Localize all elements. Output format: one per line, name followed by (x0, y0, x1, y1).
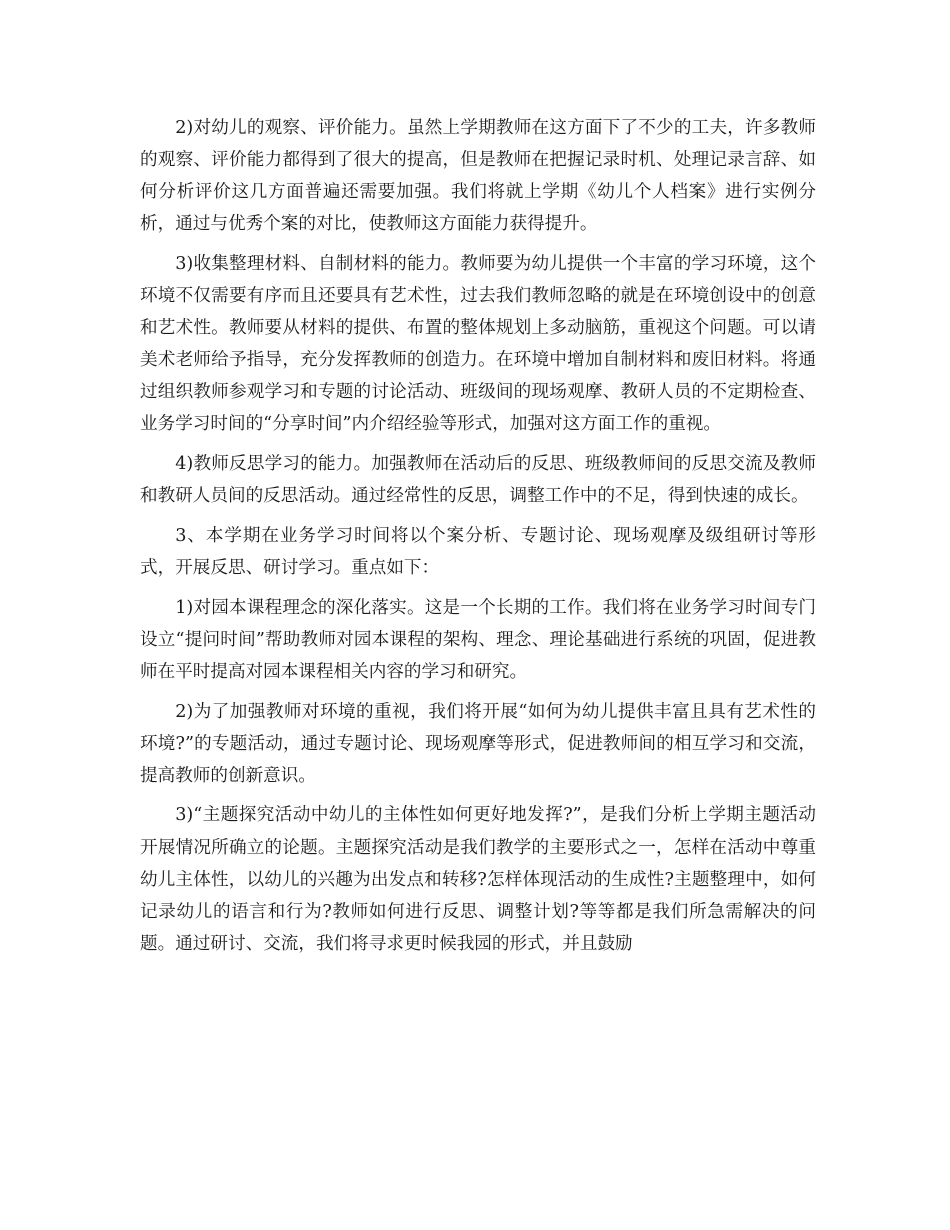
paragraph-semester-study-plan: 3、本学期在业务学习时间将以个案分析、专题讨论、现场观摩及级组研讨等形式，开展反思、研讨学习。重点如下： (140, 525, 816, 578)
document-page (140, 112, 816, 968)
paragraph-observation-evaluation: 2)对幼儿的观察、评价能力。虽然上学期教师在这方面下了不少的工夫，许多教师的观察、评价能力都得到了很大的提高，但是教师在把握记录时机、处理记录言辞、如何分析评价这几方面普遍还需要加强。我们将就上学期《幼儿个人档案》进行实例分析，通过与优秀个案的对比，使教师这方面能力获得提升。 (140, 118, 816, 235)
paragraph-environment-topic: 2)为了加强教师对环境的重视，我们将开展“如何为幼儿提供丰富且具有艺术性的环境?”的专题活动，通过专题讨论、现场观摩等形式，促进教师间的相互学习和交流，提高教师的创新意识。 (140, 701, 816, 786)
paragraph-theme-inquiry: 3)“主题探究活动中幼儿的主体性如何更好地发挥?”，是我们分析上学期主题活动开展情况所确立的论题。主题探究活动是我们教学的主要形式之一，怎样在活动中尊重幼儿主体性，以幼儿的兴趣为出发点和转移?怎样体现活动的生成性?主题整理中，如何记录幼儿的语言和行为?教师如何进行反思、调整计划?等等都是我们所急需解决的问题。通过研讨、交流，我们将寻求更时候我园的形式，并且鼓励 (140, 805, 816, 954)
paragraph-material-collection: 3)收集整理材料、自制材料的能力。教师要为幼儿提供一个丰富的学习环境，这个环境不仅需要有序而且还要具有艺术性，过去我们教师忽略的就是在环境创设中的创意和艺术性。教师要从材料的提供、布置的整体规划上多动脑筋，重视这个问题。可以请美术老师给予指导，充分发挥教师的创造力。在环境中增加自制材料和废旧材料。将通过组织教师参观学习和专题的讨论活动、班级间的现场观摩、教研人员的不定期检查、业务学习时间的“分享时间”内介绍经验等形式，加强对这方面工作的重视。 (140, 253, 816, 435)
paragraph-reflective-learning: 4)教师反思学习的能力。加强教师在活动后的反思、班级教师间的反思交流及教师和教研人员间的反思活动。通过经常性的反思，调整工作中的不足，得到快速的成长。 (140, 454, 816, 507)
paragraph-curriculum-concept: 1)对园本课程理念的深化落实。这是一个长期的工作。我们将在业务学习时间专门设立“提问时间”帮助教师对园本课程的架构、理念、理论基础进行系统的巩固，促进教师在平时提高对园本课程相关内容的学习和研究。 (140, 597, 816, 682)
